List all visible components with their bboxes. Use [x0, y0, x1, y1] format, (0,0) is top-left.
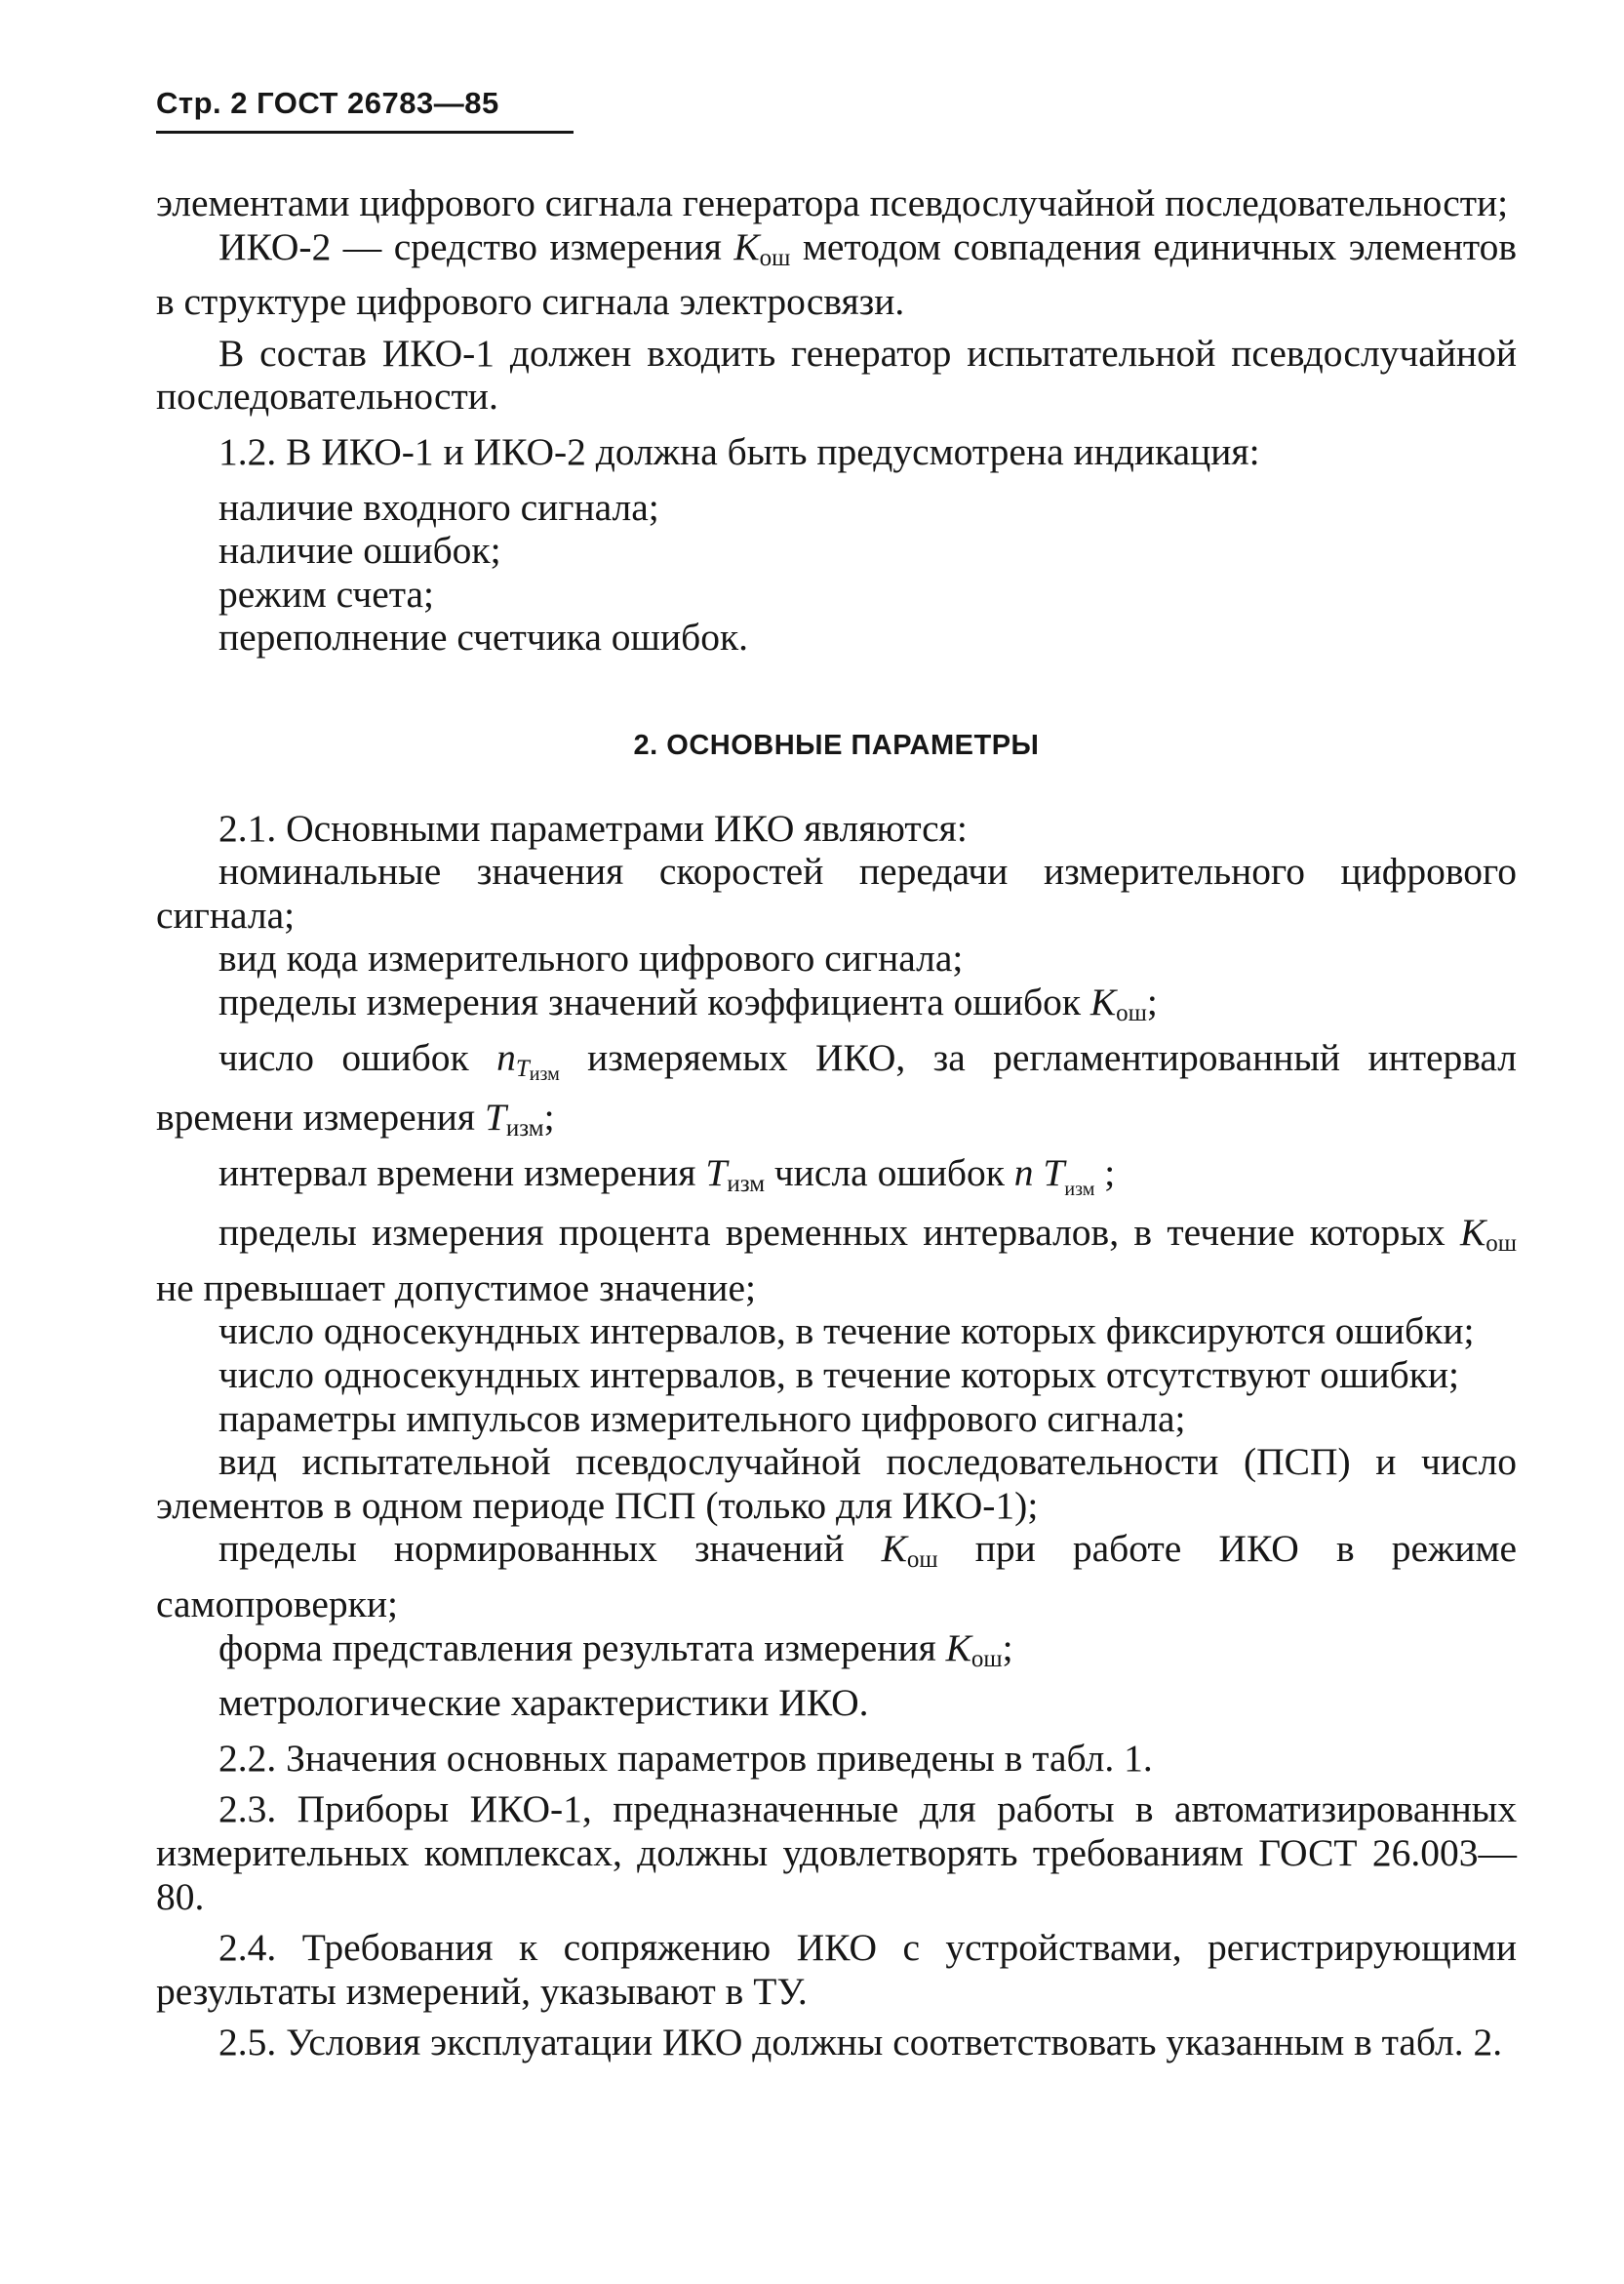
- list-item: номинальные значения скоростей передачи измерительного цифрового сигнала;: [156, 850, 1517, 937]
- list-item: интервал времени измерения $T_{изм}$ числа ошибок n $T_{изм}$ ;: [218, 1150, 1116, 1200]
- paragraph-iko1-composition: В состав ИКО-1 должен входить генератор испытательной псевдослучайной последовательности.: [156, 331, 1517, 419]
- body-text: [156, 181, 1517, 2064]
- paragraph-2-4: 2.4. Требования к сопряжению ИКО с устройствами, регистрирующими результаты измерений, указывают в ТУ.: [156, 1926, 1517, 2013]
- indication-list: [156, 486, 1517, 660]
- list-item: число односекундных интервалов, в течение которых фиксируются ошибки;: [218, 1309, 1475, 1353]
- paragraph-2-3: 2.3. Приборы ИКО-1, предназначенные для работы в автоматизированных измерительных комплексах, должны удовлетворять требованиям ГОСТ 26.003—80.: [156, 1787, 1517, 1918]
- list-item: наличие входного сигнала;: [218, 485, 659, 529]
- page-header: Стр. 2 ГОСТ 26783—85: [156, 86, 574, 134]
- list-item: метрологические характеристики ИКО.: [218, 1681, 869, 1725]
- list-item: режим счета;: [218, 572, 434, 616]
- paragraph-2-2: 2.2. Значения основных параметров приведены в табл. 1.: [218, 1736, 1153, 1780]
- section-title: 2. ОСНОВНЫЕ ПАРАМЕТРЫ: [633, 729, 1040, 761]
- list-item: параметры импульсов измерительного цифрового сигнала;: [218, 1396, 1186, 1440]
- paragraph-2-5: 2.5. Условия эксплуатации ИКО должны соответствовать указанным в табл. 2.: [218, 2021, 1503, 2064]
- list-item: вид кода измерительного цифрового сигнала;: [218, 937, 964, 981]
- list-item: пределы измерения процента временных интервалов, в течение которых $К_{ош}$ не превышает допустимое значение;: [156, 1211, 1517, 1309]
- paragraph-2-1: 2.1. Основными параметрами ИКО являются:: [218, 806, 968, 850]
- list-item: пределы измерения значений коэффициента ошибок $К_{ош}$;: [218, 980, 1158, 1026]
- list-item: переполнение счетчика ошибок.: [218, 616, 749, 660]
- list-item: число ошибок $n_{Tизм}$ измеряемых ИКО, за регламентированный интервал времени измерения $T_{изм}$;: [156, 1035, 1517, 1142]
- paragraph-1-2: 1.2. В ИКО-1 и ИКО-2 должна быть предусмотрена индикация:: [218, 429, 1260, 473]
- list-item: число односекундных интервалов, в течение которых отсутствуют ошибки;: [218, 1353, 1460, 1397]
- document-page: [156, 86, 1517, 2064]
- list-item: наличие ошибок;: [218, 529, 501, 573]
- list-item: вид испытательной псевдослучайной последовательности (ПСП) и число элементов в одном периоде ПСП (только для ИКО-1);: [156, 1440, 1517, 1527]
- paragraph-continuation: элементами цифрового сигнала генератора псевдослучайной последовательности;: [156, 181, 1509, 224]
- list-item: форма представления результата измерения $К_{ош}$;: [218, 1625, 1013, 1672]
- paragraph-iko2-definition: ИКО-2 — средство измерения $К_{ош}$ методом совпадения единичных элементов в структуре цифрового сигнала электросвязи.: [156, 224, 1517, 324]
- list-item: пределы нормированных значений $К_{ош}$ при работе ИКО в режиме самопроверки;: [156, 1527, 1517, 1626]
